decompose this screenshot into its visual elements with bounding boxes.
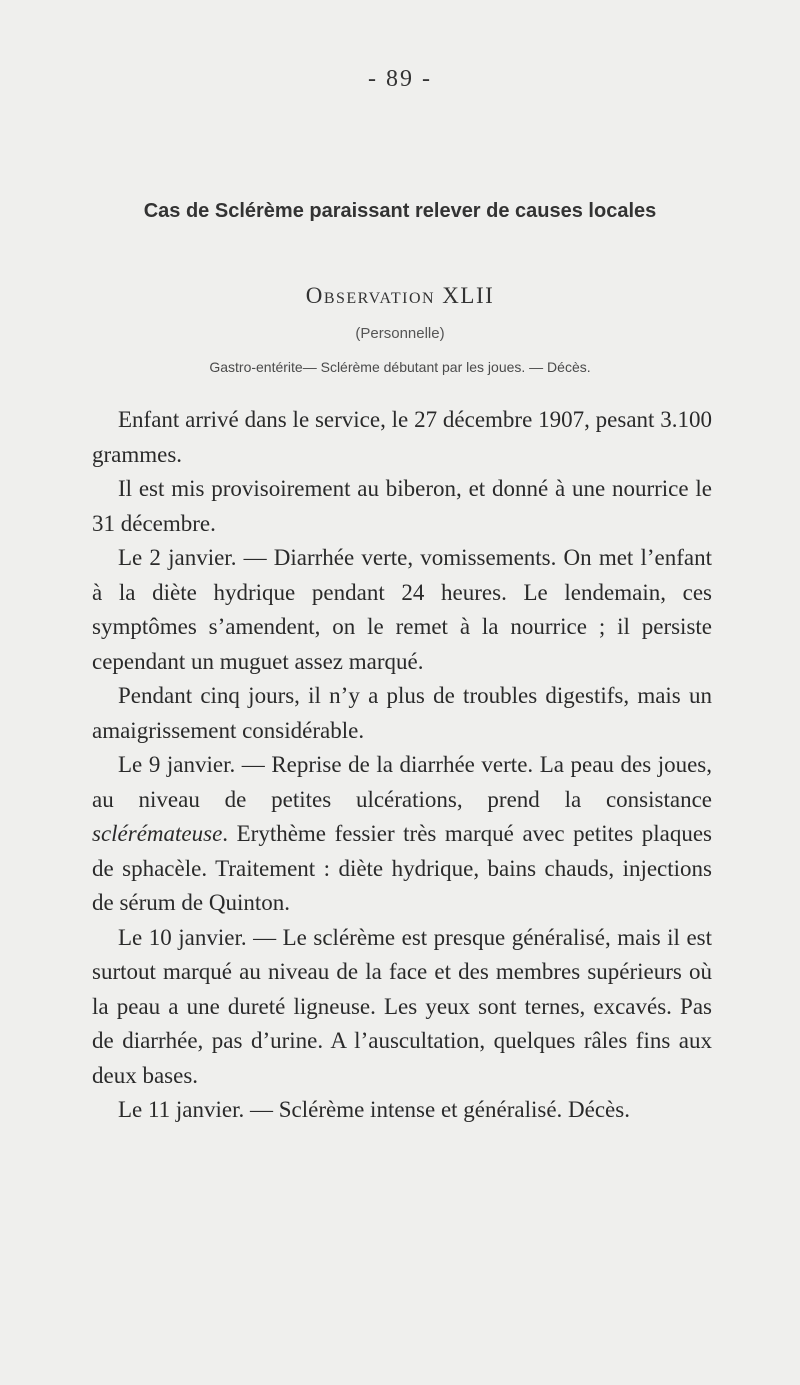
observation-title: Observation XLII xyxy=(305,283,495,308)
section-heading: Cas de Sclérème paraissant relever de causes locales xyxy=(143,200,657,222)
paragraph-jan-10: Le 10 janvier. — Le sclérème est presque généralisé, mais il est surtout marqué au niveau de la face et des membres supérieurs où la peau a une dureté ligneuse. Les yeux sont ternes, excavés. Pas de diarrhée, pas d’urine. A l’auscultation, quelques râles fins aux deux bases. xyxy=(92,924,712,1088)
paragraph-arrival: Enfant arrivé dans le service, le 27 décembre 1907, pesant 3.100 grammes. xyxy=(92,407,712,467)
observation-subject: Gastro-entérite— Sclérème débutant par les joues. — Décès. xyxy=(209,359,591,375)
paragraph-jan-9-end: . Erythème fessier très marqué avec petites plaques de sphacèle. Traitement : diète hydrique, bains chauds, injections de sérum de Quinton. xyxy=(92,821,712,915)
paragraph-feeding: Il est mis provisoirement au biberon, et donné à une nourrice le 31 décembre. xyxy=(92,476,712,536)
paragraph-jan-9 xyxy=(92,748,712,921)
paragraph-jan-9-start: Le 9 janvier. — Reprise de la diarrhée verte. La peau des joues, au niveau de petites ulcérations, prend la consistance xyxy=(92,752,712,812)
paragraph-jan-9-italic: sclérémateuse xyxy=(92,821,223,846)
observation-source: (Personnelle) xyxy=(355,325,445,342)
case-body xyxy=(92,403,712,1128)
paragraph-jan-2: Le 2 janvier. — Diarrhée verte, vomissements. On met l’enfant à la diète hydrique pendant 24 heures. Le lendemain, ces symptômes s’amendent, on le remet à la nourrice ; il persiste cependant un muguet assez marqué. xyxy=(92,545,712,674)
page-number: - 89 - xyxy=(368,66,432,92)
paragraph-five-days: Pendant cinq jours, il n’y a plus de troubles digestifs, mais un amaigrissement considérable. xyxy=(92,683,712,743)
paragraph-jan-11: Le 11 janvier. — Sclérème intense et généralisé. Décès. xyxy=(118,1097,630,1122)
